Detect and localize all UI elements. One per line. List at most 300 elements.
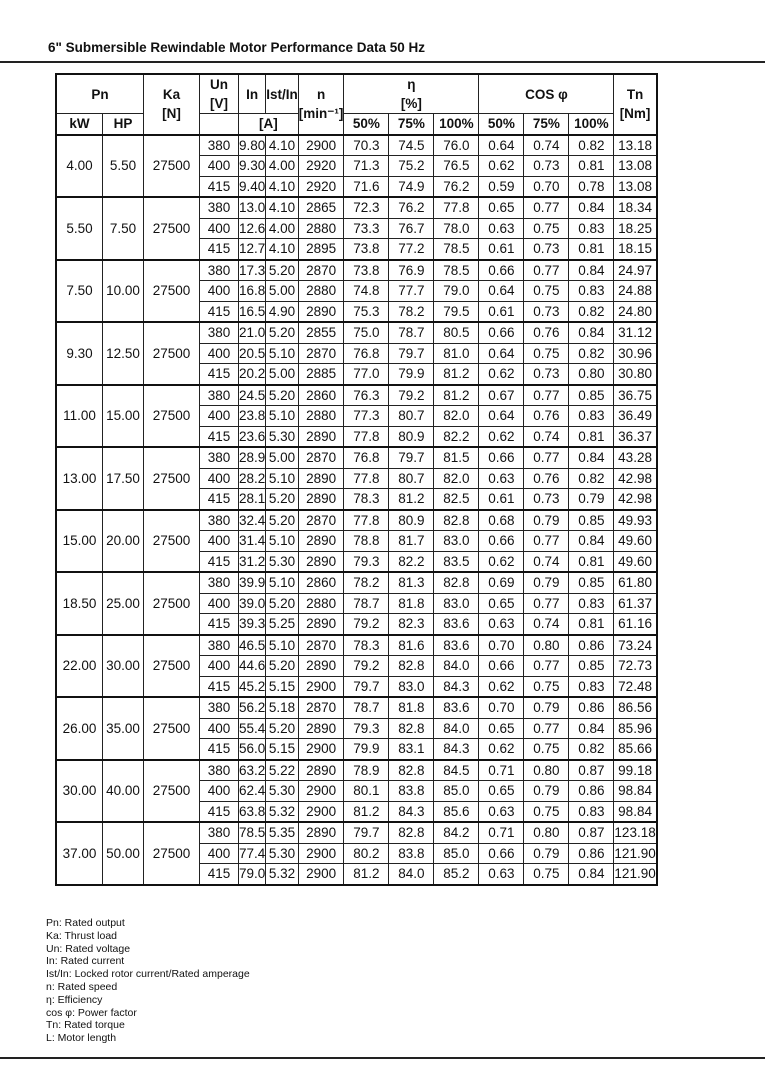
eta-50-cell: 72.3 <box>344 197 389 218</box>
cos-100-cell: 0.87 <box>569 760 614 781</box>
eta-100-cell: 81.2 <box>434 385 479 406</box>
cos-50-cell: 0.63 <box>479 864 524 885</box>
cos-75-cell: 0.74 <box>524 551 569 572</box>
top-divider <box>0 61 765 63</box>
torque-cell: 30.80 <box>614 364 657 385</box>
eta-100-cell: 84.2 <box>434 822 479 843</box>
eta-50-cell: 79.7 <box>344 676 389 697</box>
speed-cell: 2890 <box>298 426 344 447</box>
torque-cell: 36.75 <box>614 385 657 406</box>
eta-75-cell: 83.8 <box>389 781 434 802</box>
eta-100-cell: 84.5 <box>434 760 479 781</box>
eta-75-cell: 84.0 <box>389 864 434 885</box>
cos-75-cell: 0.77 <box>524 593 569 614</box>
cos-100-cell: 0.84 <box>569 864 614 885</box>
cos-100-cell: 0.84 <box>569 197 614 218</box>
voltage-cell: 415 <box>200 551 239 572</box>
page-title: 6" Submersible Rewindable Motor Performance Data 50 Hz <box>48 40 426 55</box>
eta-75-cell: 79.7 <box>389 343 434 364</box>
eta-100-cell: 85.0 <box>434 843 479 864</box>
cos-75-cell: 0.75 <box>524 676 569 697</box>
eta-75-cell: 80.7 <box>389 468 434 489</box>
power-kw-cell: 9.30 <box>56 322 103 385</box>
cos-50-cell: 0.65 <box>479 593 524 614</box>
cos-75-cell: 0.79 <box>524 843 569 864</box>
eta-100-cell: 78.5 <box>434 260 479 281</box>
torque-cell: 30.96 <box>614 343 657 364</box>
ist-in-ratio-cell: 5.18 <box>266 697 299 718</box>
ist-in-ratio-cell: 5.35 <box>266 822 299 843</box>
current-cell: 9.30 <box>239 156 266 177</box>
eta-50-cell: 80.2 <box>344 843 389 864</box>
cos-50-cell: 0.61 <box>479 301 524 322</box>
speed-cell: 2870 <box>298 260 344 281</box>
bottom-divider <box>0 1057 765 1059</box>
torque-cell: 61.16 <box>614 614 657 635</box>
power-hp-cell: 10.00 <box>103 260 144 323</box>
eta-50-cell: 77.0 <box>344 364 389 385</box>
speed-cell: 2890 <box>298 301 344 322</box>
header-un-unit: [V] <box>210 96 228 111</box>
torque-cell: 73.24 <box>614 635 657 656</box>
cos-100-cell: 0.81 <box>569 614 614 635</box>
cos-100-cell: 0.82 <box>569 343 614 364</box>
eta-50-cell: 75.0 <box>344 322 389 343</box>
eta-100-cell: 83.0 <box>434 593 479 614</box>
header-eta-50: 50% <box>344 114 389 135</box>
table-row <box>56 697 657 718</box>
thrust-load-cell: 27500 <box>144 635 200 698</box>
cos-50-cell: 0.62 <box>479 156 524 177</box>
eta-100-cell: 82.8 <box>434 572 479 593</box>
eta-100-cell: 84.3 <box>434 676 479 697</box>
current-cell: 23.6 <box>239 426 266 447</box>
eta-50-cell: 79.2 <box>344 656 389 677</box>
speed-cell: 2900 <box>298 843 344 864</box>
eta-50-cell: 75.3 <box>344 301 389 322</box>
thrust-load-cell: 27500 <box>144 822 200 885</box>
power-hp-cell: 7.50 <box>103 197 144 260</box>
cos-100-cell: 0.84 <box>569 447 614 468</box>
cos-75-cell: 0.74 <box>524 426 569 447</box>
ist-in-ratio-cell: 5.20 <box>266 718 299 739</box>
voltage-cell: 415 <box>200 739 239 760</box>
thrust-load-cell: 27500 <box>144 572 200 635</box>
eta-100-cell: 83.6 <box>434 614 479 635</box>
table-row <box>56 197 657 218</box>
header-eta-75: 75% <box>389 114 434 135</box>
cos-50-cell: 0.62 <box>479 739 524 760</box>
speed-cell: 2890 <box>298 822 344 843</box>
eta-75-cell: 74.5 <box>389 135 434 156</box>
cos-50-cell: 0.67 <box>479 385 524 406</box>
current-cell: 28.1 <box>239 489 266 510</box>
header-cos-100: 100% <box>569 114 614 135</box>
thrust-load-cell: 27500 <box>144 260 200 323</box>
voltage-cell: 415 <box>200 489 239 510</box>
cos-50-cell: 0.63 <box>479 614 524 635</box>
cos-100-cell: 0.83 <box>569 593 614 614</box>
eta-50-cell: 80.1 <box>344 781 389 802</box>
header-tn-label: Tn <box>626 87 644 103</box>
cos-100-cell: 0.82 <box>569 301 614 322</box>
speed-cell: 2890 <box>298 760 344 781</box>
cos-75-cell: 0.74 <box>524 135 569 156</box>
current-cell: 28.2 <box>239 468 266 489</box>
eta-75-cell: 76.9 <box>389 260 434 281</box>
table-row <box>56 447 657 468</box>
cos-100-cell: 0.78 <box>569 176 614 197</box>
eta-50-cell: 78.7 <box>344 593 389 614</box>
speed-cell: 2900 <box>298 676 344 697</box>
current-cell: 63.2 <box>239 760 266 781</box>
speed-cell: 2900 <box>298 739 344 760</box>
eta-50-cell: 77.8 <box>344 468 389 489</box>
cos-75-cell: 0.80 <box>524 760 569 781</box>
speed-cell: 2890 <box>298 531 344 552</box>
table-row <box>56 635 657 656</box>
current-cell: 17.3 <box>239 260 266 281</box>
header-cos-50: 50% <box>479 114 524 135</box>
ist-in-ratio-cell: 5.10 <box>266 572 299 593</box>
cos-50-cell: 0.64 <box>479 135 524 156</box>
power-hp-cell: 30.00 <box>103 635 144 698</box>
eta-75-cell: 82.2 <box>389 551 434 572</box>
power-hp-cell: 15.00 <box>103 385 144 448</box>
eta-100-cell: 82.0 <box>434 468 479 489</box>
cos-75-cell: 0.79 <box>524 781 569 802</box>
voltage-cell: 415 <box>200 176 239 197</box>
cos-50-cell: 0.68 <box>479 510 524 531</box>
ist-in-ratio-cell: 5.30 <box>266 426 299 447</box>
eta-75-cell: 80.9 <box>389 510 434 531</box>
eta-50-cell: 73.3 <box>344 218 389 239</box>
cos-50-cell: 0.62 <box>479 551 524 572</box>
eta-50-cell: 77.8 <box>344 426 389 447</box>
cos-75-cell: 0.73 <box>524 489 569 510</box>
eta-100-cell: 78.5 <box>434 239 479 260</box>
cos-75-cell: 0.70 <box>524 176 569 197</box>
eta-75-cell: 82.8 <box>389 760 434 781</box>
cos-100-cell: 0.85 <box>569 510 614 531</box>
cos-50-cell: 0.70 <box>479 635 524 656</box>
current-cell: 45.2 <box>239 676 266 697</box>
torque-cell: 31.12 <box>614 322 657 343</box>
torque-cell: 36.37 <box>614 426 657 447</box>
eta-75-cell: 82.3 <box>389 614 434 635</box>
voltage-cell: 380 <box>200 385 239 406</box>
table-row <box>56 260 657 281</box>
voltage-cell: 400 <box>200 156 239 177</box>
header-eta-unit: [%] <box>400 96 422 111</box>
eta-100-cell: 78.0 <box>434 218 479 239</box>
cos-75-cell: 0.75 <box>524 739 569 760</box>
table-body <box>56 135 657 885</box>
table-row <box>56 572 657 593</box>
ist-in-ratio-cell: 5.10 <box>266 406 299 427</box>
eta-50-cell: 81.2 <box>344 864 389 885</box>
current-cell: 79.0 <box>239 864 266 885</box>
current-cell: 23.8 <box>239 406 266 427</box>
torque-cell: 18.15 <box>614 239 657 260</box>
cos-50-cell: 0.64 <box>479 406 524 427</box>
cos-50-cell: 0.66 <box>479 843 524 864</box>
speed-cell: 2860 <box>298 572 344 593</box>
eta-75-cell: 75.2 <box>389 156 434 177</box>
eta-75-cell: 84.3 <box>389 801 434 822</box>
cos-75-cell: 0.80 <box>524 635 569 656</box>
legend-item: Pn: Rated output <box>46 917 125 929</box>
voltage-cell: 380 <box>200 697 239 718</box>
eta-75-cell: 77.2 <box>389 239 434 260</box>
thrust-load-cell: 27500 <box>144 510 200 573</box>
current-cell: 28.9 <box>239 447 266 468</box>
cos-75-cell: 0.73 <box>524 364 569 385</box>
eta-75-cell: 76.2 <box>389 197 434 218</box>
legend-item: In: Rated current <box>46 955 125 968</box>
voltage-cell: 415 <box>200 676 239 697</box>
voltage-cell: 380 <box>200 572 239 593</box>
eta-50-cell: 81.2 <box>344 801 389 822</box>
ist-in-ratio-cell: 5.20 <box>266 593 299 614</box>
eta-100-cell: 79.0 <box>434 281 479 302</box>
legend-item: cos φ: Power factor <box>46 1006 137 1019</box>
speed-cell: 2890 <box>298 468 344 489</box>
eta-100-cell: 85.2 <box>434 864 479 885</box>
ist-in-ratio-cell: 4.10 <box>266 239 299 260</box>
power-kw-cell: 13.00 <box>56 447 103 510</box>
legend <box>46 917 250 1045</box>
power-hp-cell: 17.50 <box>103 447 144 510</box>
table-row <box>56 760 657 781</box>
current-cell: 39.0 <box>239 593 266 614</box>
current-cell: 13.0 <box>239 197 266 218</box>
power-kw-cell: 4.00 <box>56 135 103 198</box>
current-cell: 16.5 <box>239 301 266 322</box>
eta-75-cell: 81.8 <box>389 697 434 718</box>
current-cell: 20.5 <box>239 343 266 364</box>
torque-cell: 98.84 <box>614 801 657 822</box>
cos-75-cell: 0.80 <box>524 822 569 843</box>
header-un <box>200 74 239 114</box>
eta-75-cell: 76.7 <box>389 218 434 239</box>
eta-75-cell: 78.7 <box>389 322 434 343</box>
power-kw-cell: 15.00 <box>56 510 103 573</box>
header-ist-in: Ist/In <box>266 74 299 114</box>
cos-100-cell: 0.81 <box>569 156 614 177</box>
eta-50-cell: 77.8 <box>344 510 389 531</box>
voltage-cell: 415 <box>200 364 239 385</box>
voltage-cell: 415 <box>200 801 239 822</box>
torque-cell: 49.93 <box>614 510 657 531</box>
voltage-cell: 400 <box>200 468 239 489</box>
cos-75-cell: 0.75 <box>524 218 569 239</box>
cos-50-cell: 0.66 <box>479 260 524 281</box>
header-hp: HP <box>103 114 144 135</box>
ist-in-ratio-cell: 4.10 <box>266 176 299 197</box>
cos-50-cell: 0.62 <box>479 676 524 697</box>
current-cell: 78.5 <box>239 822 266 843</box>
current-cell: 39.3 <box>239 614 266 635</box>
speed-cell: 2880 <box>298 281 344 302</box>
torque-cell: 85.66 <box>614 739 657 760</box>
cos-75-cell: 0.77 <box>524 447 569 468</box>
eta-75-cell: 79.7 <box>389 447 434 468</box>
current-cell: 31.2 <box>239 551 266 572</box>
cos-75-cell: 0.75 <box>524 281 569 302</box>
eta-75-cell: 80.9 <box>389 426 434 447</box>
cos-50-cell: 0.70 <box>479 697 524 718</box>
thrust-load-cell: 27500 <box>144 760 200 823</box>
torque-cell: 42.98 <box>614 489 657 510</box>
thrust-load-cell: 27500 <box>144 697 200 760</box>
eta-50-cell: 78.2 <box>344 572 389 593</box>
header-amp-unit: [A] <box>239 114 299 135</box>
cos-100-cell: 0.81 <box>569 239 614 260</box>
cos-50-cell: 0.71 <box>479 822 524 843</box>
cos-75-cell: 0.77 <box>524 656 569 677</box>
ist-in-ratio-cell: 5.10 <box>266 343 299 364</box>
eta-100-cell: 82.0 <box>434 406 479 427</box>
ist-in-ratio-cell: 5.32 <box>266 801 299 822</box>
cos-50-cell: 0.59 <box>479 176 524 197</box>
cos-50-cell: 0.63 <box>479 801 524 822</box>
header-n <box>298 74 344 135</box>
cos-100-cell: 0.84 <box>569 531 614 552</box>
eta-75-cell: 81.8 <box>389 593 434 614</box>
speed-cell: 2900 <box>298 801 344 822</box>
voltage-cell: 380 <box>200 510 239 531</box>
eta-100-cell: 76.2 <box>434 176 479 197</box>
performance-table <box>55 73 658 886</box>
cos-100-cell: 0.86 <box>569 843 614 864</box>
ist-in-ratio-cell: 5.20 <box>266 260 299 281</box>
eta-50-cell: 73.8 <box>344 260 389 281</box>
torque-cell: 13.08 <box>614 176 657 197</box>
cos-100-cell: 0.86 <box>569 697 614 718</box>
header-un-label: Un <box>210 77 228 92</box>
eta-100-cell: 83.6 <box>434 635 479 656</box>
voltage-cell: 400 <box>200 218 239 239</box>
eta-100-cell: 80.5 <box>434 322 479 343</box>
current-cell: 56.2 <box>239 697 266 718</box>
cos-50-cell: 0.69 <box>479 572 524 593</box>
thrust-load-cell: 27500 <box>144 447 200 510</box>
legend-item: Tn: Rated torque <box>46 1019 125 1032</box>
current-cell: 9.40 <box>239 176 266 197</box>
table-row <box>56 822 657 843</box>
eta-100-cell: 85.0 <box>434 781 479 802</box>
voltage-cell: 380 <box>200 322 239 343</box>
cos-75-cell: 0.75 <box>524 864 569 885</box>
legend-item: η: Efficiency <box>46 993 103 1006</box>
table-row <box>56 385 657 406</box>
speed-cell: 2870 <box>298 635 344 656</box>
ist-in-ratio-cell: 5.10 <box>266 635 299 656</box>
torque-cell: 13.18 <box>614 135 657 156</box>
thrust-load-cell: 27500 <box>144 322 200 385</box>
torque-cell: 98.84 <box>614 781 657 802</box>
cos-100-cell: 0.82 <box>569 739 614 760</box>
voltage-cell: 400 <box>200 406 239 427</box>
power-hp-cell: 50.00 <box>103 822 144 885</box>
eta-100-cell: 83.6 <box>434 697 479 718</box>
header-tn-unit: [Nm] <box>619 106 651 122</box>
cos-100-cell: 0.79 <box>569 489 614 510</box>
cos-50-cell: 0.66 <box>479 322 524 343</box>
ist-in-ratio-cell: 5.25 <box>266 614 299 635</box>
speed-cell: 2900 <box>298 864 344 885</box>
table-row <box>56 322 657 343</box>
cos-50-cell: 0.64 <box>479 281 524 302</box>
legend-item: Ist/In: Locked rotor current/Rated amperage <box>46 968 250 981</box>
voltage-cell: 400 <box>200 718 239 739</box>
eta-50-cell: 79.3 <box>344 551 389 572</box>
eta-100-cell: 81.0 <box>434 343 479 364</box>
cos-50-cell: 0.61 <box>479 239 524 260</box>
cos-75-cell: 0.77 <box>524 385 569 406</box>
ist-in-ratio-cell: 5.32 <box>266 864 299 885</box>
torque-cell: 36.49 <box>614 406 657 427</box>
cos-75-cell: 0.77 <box>524 718 569 739</box>
eta-50-cell: 78.7 <box>344 697 389 718</box>
voltage-cell: 380 <box>200 760 239 781</box>
eta-100-cell: 79.5 <box>434 301 479 322</box>
ist-in-ratio-cell: 5.22 <box>266 760 299 781</box>
eta-100-cell: 83.0 <box>434 531 479 552</box>
eta-100-cell: 76.5 <box>434 156 479 177</box>
eta-75-cell: 78.2 <box>389 301 434 322</box>
cos-75-cell: 0.74 <box>524 614 569 635</box>
header-tn <box>614 74 657 135</box>
cos-100-cell: 0.86 <box>569 781 614 802</box>
torque-cell: 24.97 <box>614 260 657 281</box>
current-cell: 56.0 <box>239 739 266 760</box>
cos-75-cell: 0.77 <box>524 260 569 281</box>
eta-75-cell: 80.7 <box>389 406 434 427</box>
table-row <box>56 510 657 531</box>
voltage-cell: 380 <box>200 135 239 156</box>
current-cell: 63.8 <box>239 801 266 822</box>
eta-100-cell: 81.5 <box>434 447 479 468</box>
cos-75-cell: 0.77 <box>524 531 569 552</box>
ist-in-ratio-cell: 5.30 <box>266 781 299 802</box>
eta-50-cell: 78.8 <box>344 531 389 552</box>
header-cos-75: 75% <box>524 114 569 135</box>
thrust-load-cell: 27500 <box>144 197 200 260</box>
current-cell: 31.4 <box>239 531 266 552</box>
torque-cell: 61.80 <box>614 572 657 593</box>
power-kw-cell: 30.00 <box>56 760 103 823</box>
cos-75-cell: 0.73 <box>524 156 569 177</box>
header-n-unit: [min⁻¹] <box>298 106 344 122</box>
legend-item: Un: Rated voltage <box>46 942 131 955</box>
thrust-load-cell: 27500 <box>144 135 200 198</box>
torque-cell: 86.56 <box>614 697 657 718</box>
eta-75-cell: 81.6 <box>389 635 434 656</box>
eta-50-cell: 79.2 <box>344 614 389 635</box>
header-eta-label: η <box>407 77 416 92</box>
power-kw-cell: 7.50 <box>56 260 103 323</box>
cos-100-cell: 0.83 <box>569 676 614 697</box>
cos-75-cell: 0.73 <box>524 301 569 322</box>
power-hp-cell: 35.00 <box>103 697 144 760</box>
torque-cell: 99.18 <box>614 760 657 781</box>
current-cell: 20.2 <box>239 364 266 385</box>
voltage-cell: 400 <box>200 593 239 614</box>
current-cell: 46.5 <box>239 635 266 656</box>
cos-75-cell: 0.76 <box>524 322 569 343</box>
